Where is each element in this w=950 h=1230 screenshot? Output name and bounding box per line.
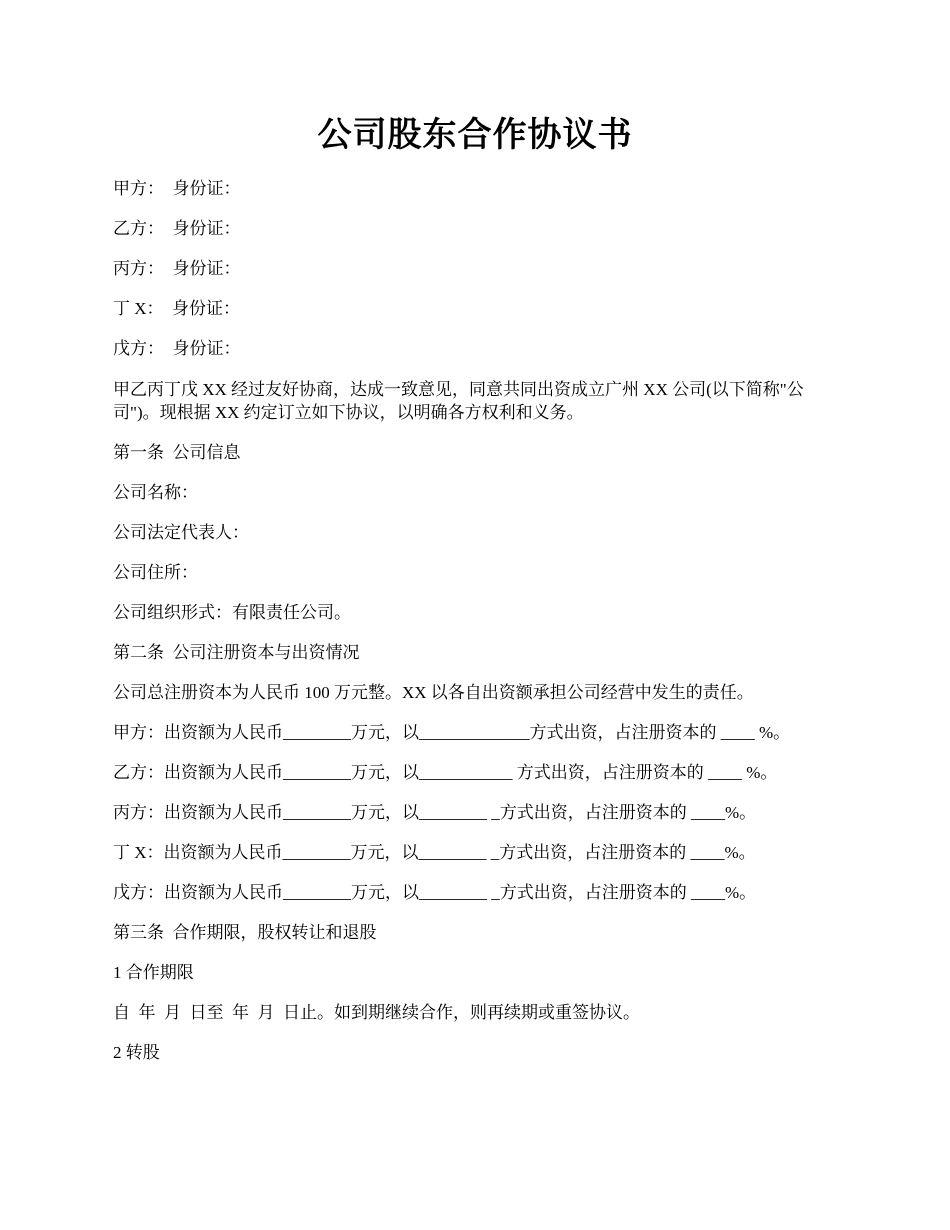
party-b-contribution-line: 乙方：出资额为人民币________万元，以___________ 方式出资，占注册资本的 ____ %。 [113, 763, 778, 782]
party-c-contribution-line: 丙方：出资额为人民币________万元，以________ _方式出资，占注册资本的 ____%。 [113, 803, 757, 822]
party-a-line: 甲方： 身份证： [113, 179, 241, 198]
company-address-line: 公司住所： [113, 563, 198, 582]
article-2-heading: 第二条 公司注册资本与出资情况 [113, 643, 360, 662]
party-b-line: 乙方： 身份证： [113, 219, 241, 238]
cooperation-term-line: 自 年 月 日至 年 月 日止。如到期继续合作，则再续期或重签协议。 [113, 1003, 640, 1022]
party-d-line: 丁 X： 身份证： [113, 299, 241, 318]
party-d-contribution-line: 丁 X：出资额为人民币________万元，以________ _方式出资，占注册资本的 ____%。 [113, 843, 756, 862]
cooperation-term-heading: 1 合作期限 [113, 963, 194, 982]
document-body [113, 178, 833, 1082]
registered-capital-line: 公司总注册资本为人民币 100 万元整。XX 以各自出资额承担公司经营中发生的责任。 [113, 683, 754, 702]
article-1-heading: 第一条 公司信息 [113, 443, 241, 462]
article-3-heading: 第三条 合作期限，股权转让和退股 [113, 923, 377, 942]
legal-representative-line: 公司法定代表人： [113, 523, 249, 542]
company-form-line: 公司组织形式：有限责任公司。 [113, 603, 351, 622]
party-e-line: 戊方： 身份证： [113, 339, 241, 358]
company-name-line: 公司名称： [113, 483, 198, 502]
preamble-paragraph: 甲乙丙丁戊 XX 经过友好协商，达成一致意见，同意共同出资成立广州 XX 公司(以下简称"公司")。现根据 XX 约定订立如下协议，以明确各方权利和义务。 [113, 380, 804, 422]
party-e-contribution-line: 戊方：出资额为人民币________万元，以________ _方式出资，占注册资本的 ____%。 [113, 883, 757, 902]
party-a-contribution-line: 甲方：出资额为人民币________万元，以_____________方式出资，占注册资本的 ____ %。 [113, 723, 791, 742]
document-title: 公司股东合作协议书 [317, 117, 633, 154]
share-transfer-heading: 2 转股 [113, 1043, 160, 1062]
party-c-line: 丙方： 身份证： [113, 259, 241, 278]
